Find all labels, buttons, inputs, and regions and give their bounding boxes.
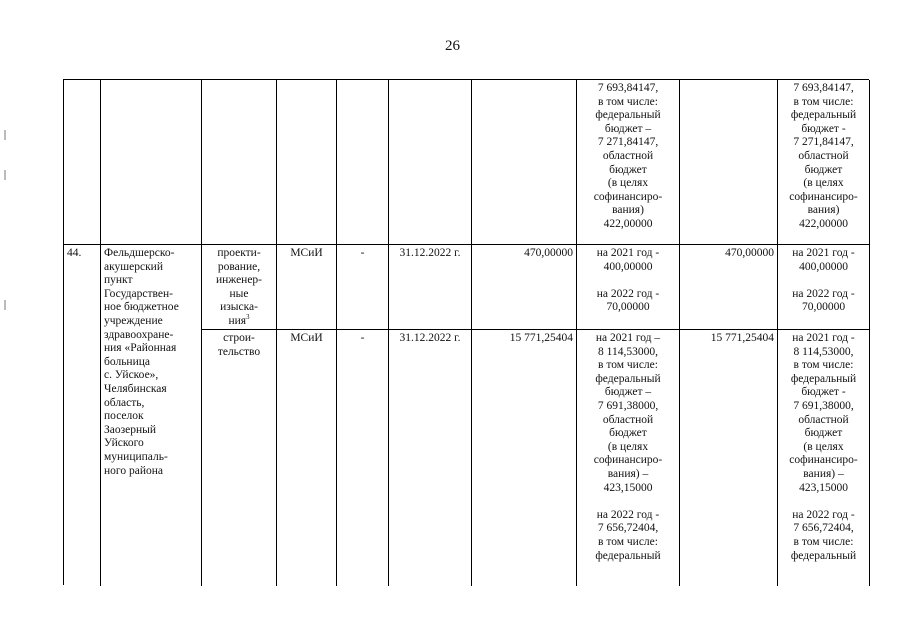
work-type: строи- тельство xyxy=(202,330,277,586)
deadline: 31.12.2022 г. xyxy=(389,330,472,586)
table-cell xyxy=(64,80,101,245)
table-cell xyxy=(337,80,389,245)
funding-breakdown-cell: на 2021 год - 8 114,53000, в том числе: федеральный бюджет - 7 691,38000, областной бюджет (в целях софинансиро- вания) – 423,15000 на 2022 год - 7 656,72404, в том числе: федеральный xyxy=(778,330,870,586)
executor: МСиИ xyxy=(277,330,337,586)
object-name: Фельдшерско- акушерский пункт Государствен- ное бюджетное учреждение здравоохране- ния «Районная больница с. Уйское», Челябинская область, поселок Заозерный Уйского муниципаль- ного района xyxy=(101,245,202,586)
total-cost: 470,00000 xyxy=(680,245,778,330)
works-table xyxy=(63,79,869,585)
total-cost: 15 771,25404 xyxy=(680,330,778,586)
table-cell xyxy=(389,80,472,245)
work-type: проекти- рование, инженер- ные изыска- ния xyxy=(215,247,263,327)
work-type-cell xyxy=(202,245,277,330)
scan-margin-mark xyxy=(4,130,6,140)
executor: МСиИ xyxy=(277,245,337,330)
funding-breakdown-cell: на 2021 год - 400,00000 на 2022 год - 70,00000 xyxy=(778,245,870,330)
table-cell xyxy=(472,80,577,245)
funding-breakdown-cell: на 2021 год - 400,00000 на 2022 год - 70,00000 xyxy=(577,245,680,330)
page-number: 26 xyxy=(445,38,460,54)
funding-breakdown-cell: на 2021 год – 8 114,53000, в том числе: федеральный бюджет – 7 691,38000, областной бюджет (в целях софинансиро- вания) – 423,15000 на 2022 год - 7 656,72404, в том числе: федеральный xyxy=(577,330,680,586)
total-cost: 15 771,25404 xyxy=(472,330,577,586)
funding-breakdown-cell: 7 693,84147, в том числе: федеральный бюджет – 7 271,84147, областной бюджет (в целях софинансиро- вания) 422,00000 xyxy=(577,80,680,245)
scan-margin-mark xyxy=(4,300,6,310)
deadline: 31.12.2022 г. xyxy=(389,245,472,330)
dash-cell: - xyxy=(337,330,389,586)
table-cell xyxy=(101,80,202,245)
table-cell xyxy=(202,80,277,245)
table-cell xyxy=(277,80,337,245)
scan-margin-mark xyxy=(4,170,6,180)
total-cost: 470,00000 xyxy=(472,245,577,330)
table-cell xyxy=(680,80,778,245)
footnote-mark: 3 xyxy=(246,313,250,322)
funding-breakdown-cell: 7 693,84147, в том числе: федеральный бюджет - 7 271,84147, областной бюджет (в целях софинансиро- вания) 422,00000 xyxy=(778,80,870,245)
item-number: 44. xyxy=(64,245,101,586)
dash-cell: - xyxy=(337,245,389,330)
